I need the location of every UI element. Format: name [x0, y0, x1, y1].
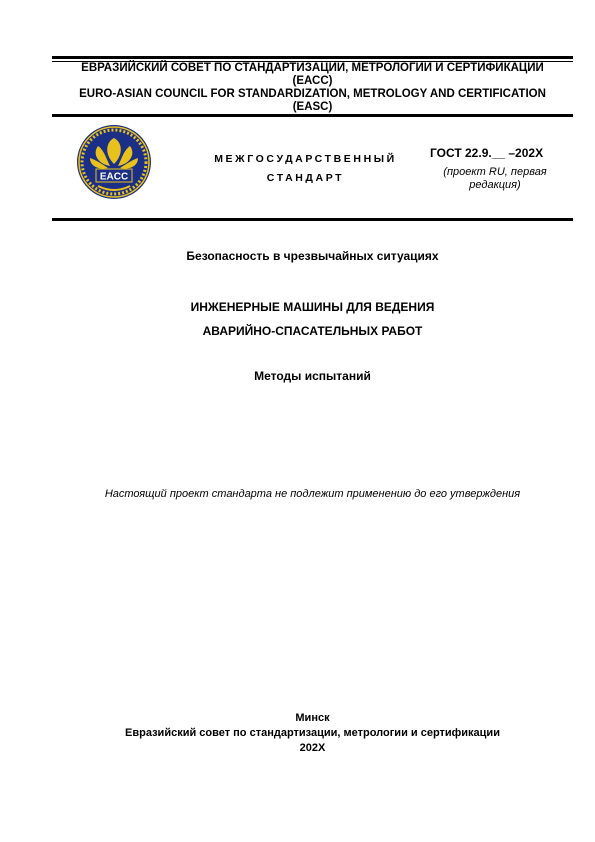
easc-emblem-icon [76, 124, 152, 200]
footer-publisher: Евразийский совет по стандартизации, метрологии и сертификации [125, 727, 500, 739]
draft-notice: Настоящий проект стандарта не подлежит применению до его утверждения [104, 488, 521, 500]
footer-year: 202X [299, 742, 326, 754]
council-abbr-en: (EASC) [292, 101, 333, 113]
document-title-line1: ИНЖЕНЕРНЫЕ МАШИНЫ ДЛЯ ВЕДЕНИЯ [190, 300, 435, 314]
header-rule [52, 114, 573, 117]
standard-kind-line2: СТАНДАРТ [266, 172, 345, 184]
standard-kind-line1: МЕЖГОСУДАРСТВЕННЫЙ [214, 153, 397, 165]
gost-code: ГОСТ 22.9.__ –202X [430, 146, 544, 160]
council-name-block [52, 62, 573, 114]
document-subject: Безопасность в чрезвычайных ситуациях [186, 249, 439, 263]
gost-note-line1: (проект RU, первая [443, 166, 547, 178]
document-title-line2: АВАРИЙНО-СПАСАТЕЛЬНЫХ РАБОТ [202, 324, 423, 338]
header-bottom-rule [52, 218, 573, 221]
top-rule [52, 56, 573, 59]
footer-city: Минск [295, 712, 330, 724]
document-title [52, 295, 573, 343]
gost-note-line2: редакция) [469, 179, 521, 191]
publication-footer [52, 711, 573, 756]
council-abbr-ru: (ЕАСС) [292, 75, 333, 87]
council-name-ru: ЕВРАЗИЙСКИЙ СОВЕТ ПО СТАНДАРТИЗАЦИИ, МЕТРОЛОГИИ И СЕРТИФИКАЦИИ [81, 62, 544, 74]
gost-edition-note [430, 166, 560, 192]
council-name-en: EURO-ASIAN COUNCIL FOR STANDARDIZATION, METROLOGY AND CERTIFICATION [79, 88, 546, 100]
logo-text: EACC [99, 171, 129, 183]
document-methods: Методы испытаний [254, 369, 371, 383]
